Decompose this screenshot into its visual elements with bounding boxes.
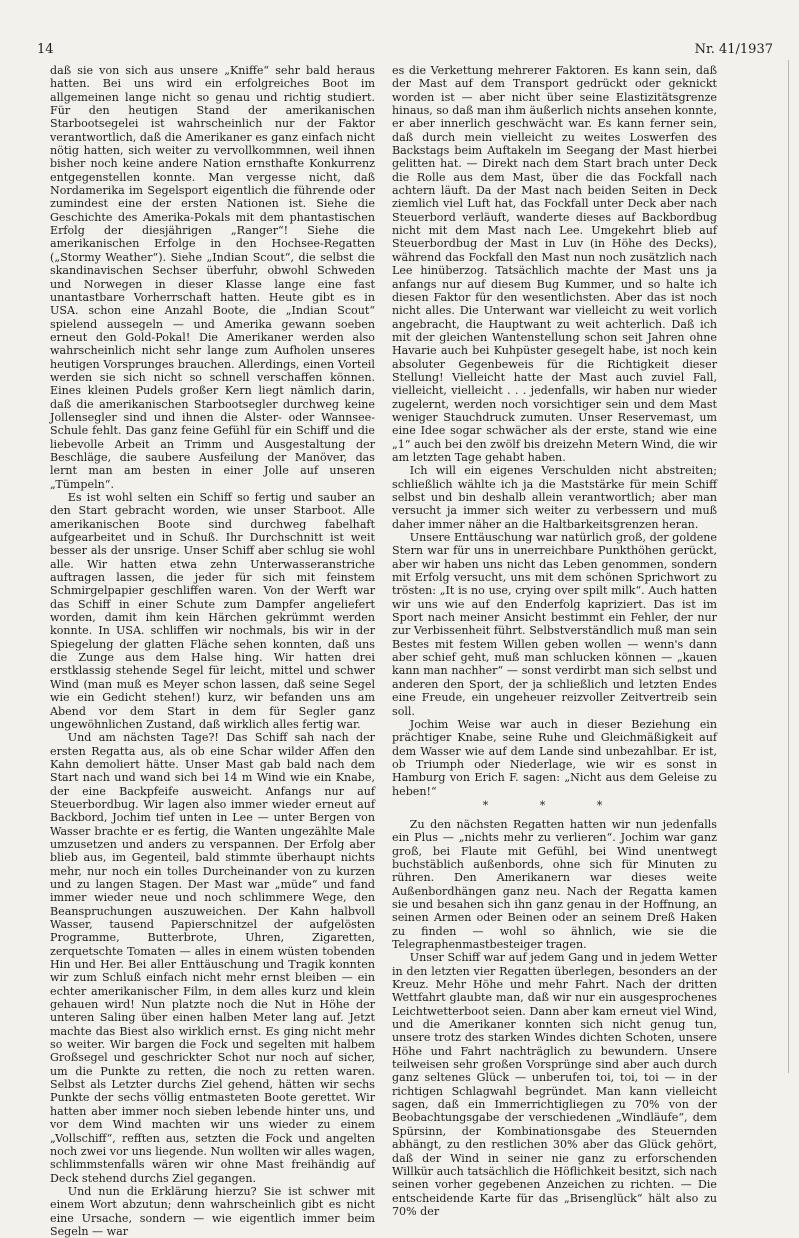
paragraph: Jochim Weise war auch in dieser Beziehung ein prächtiger Knabe, seine Ruhe und Gleichmäßigkeit auf dem Wasser wie auf dem Lande sind unbezahlbar. Er ist, ob Triumph oder Niederlage, wie wir es sonst in Hamburg von Erich F. sagen: „Nicht aus dem Geleise zu heben!“ bbox=[392, 717, 717, 798]
paragraph: Und am nächsten Tage?! Das Schiff sah nach der ersten Regatta aus, als ob eine Schar wilder Affen den Kahn demoliert hätte. Unser Mast gab bald nach dem Start nach und wand sich bei 14 m Wind wie ein Knabe, der eine Backpfeife ausweicht. Anfangs nur auf Steuerbordbug. Wir lagen also immer wieder erneut auf Backbord, Jochim tief unten in Lee — unter Bergen von Wasser brachte er es fertig, die Wanten ungezählte Male umzusetzen und anders zu verspannen. Der Erfolg aber blieb aus, im Gegenteil, bald stimmte überhaupt nichts mehr, nur noch ein tolles Durcheinander von zu kurzen und zu langen Stagen. Der Mast war „müde“ und fand immer wieder neue und noch schlimmere Wege, den Beanspruchungen auszuweichen. Der Kahn halbvoll Wasser, tausend Papierschnitzel der aufgelösten Programme, Butterbrote, Uhren, Zigaretten, zerquetschte Tomaten — alles in einem wüsten tobenden Hin und Her. Bei aller Enttäuschung und Tragik konnten wir zum Schluß einfach nicht mehr ernst bleiben — ein echter amerikanischer Film, in dem alles kurz und klein gehauen wird! Nun platzte noch die Nut in Höhe der unteren Saling über einen halben Meter lang auf. Jetzt machte das Biest also wirklich ernst. Es ging nicht mehr so weiter. Wir bargen die Fock und segelten mit halbem Großsegel und geschrickter Schot nur noch auf sicher, um die Punkte zu retten, die noch zu retten waren. Selbst als Letzter durchs Ziel gehend, hätten wir sechs Punkte der sechs völlig entmasteten Boote gerettet. Wir hatten aber immer noch sieben lebende hinter uns, und vor dem Wind machten wir uns wieder zu einem „Vollschiff“, refften aus, setzten die Fock und angelten noch zwei vor uns liegende. Nun wollten wir alles wagen, schlimmstenfalls wären wir ohne Mast freihändig auf Deck stehend durchs Ziel gegangen. bbox=[50, 731, 375, 1185]
page-edge-shadow bbox=[788, 60, 789, 1073]
paragraph: es die Verkettung mehrerer Faktoren. Es kann sein, daß der Mast auf dem Transport gedrückt oder geknickt worden ist — aber nicht über seine Elastizitätsgrenze hinaus, so daß man ihm äußerlich nichts ansehen konnte, er aber innerlich geschwächt war. Es kann ferner sein, daß durch mein vielleicht zu weites Loswerfen des Backstags beim Auftakeln im Seegang der Mast hierbei gelitten hat. — Direkt nach dem Start brach unter Deck die Rolle aus dem Mast, über die das Fockfall nach achtern läuft. Da der Mast nach beiden Seiten in Deck ziemlich viel Luft hat, das Fockfall unter Deck aber nach Steuerbord verläuft, wanderte dieses auf Backbordbug nicht mit dem Mast nach Lee. Umgekehrt blieb auf Steuerbordbug der Mast in Luv (in Höhe des Decks), während das Fockfall den Mast nun noch zusätzlich nach Lee hinüberzog. Tatsächlich machte der Mast uns ja anfangs nur auf diesem Bug Kummer, und so halte ich diesen Faktor für den wesentlichsten. Aber das ist noch nicht alles. Die Unterwant war vielleicht zu weit vorlich angebracht, die Hauptwant zu weit achterlich. Daß ich mit der gleichen Wantenstellung schon seit Jahren ohne Havarie auch bei Kuhpüster gesegelt habe, ist noch kein absoluter Gegenbeweis für die Richtigkeit dieser Stellung! Vielleicht hatte der Mast auch zuviel Fall, vielleicht, vielleicht . . . jedenfalls, wir haben nur wieder zugelernt, werden noch vorsichtiger sein und dem Mast weniger Stauchdruck zumuten. Unser Reservemast, um eine Idee sogar schwächer als der erste, stand wie eine „1“ auch bei den zwölf bis dreizehn Metern Wind, die wir am letzten Tage gehabt haben. bbox=[392, 64, 717, 464]
paragraph: Unser Schiff war auf jedem Gang und in jedem Wetter in den letzten vier Regatten überlegen, besonders an der Kreuz. Mehr Höhe und mehr Fahrt. Nach der dritten Wettfahrt glaubte man, daß wir nur ein ausgesprochenes Leichtwetterboot seien. Dann aber kam erneut viel Wind, und die Amerikaner konnten sich nicht genug tun, unsere trotz des starken Windes dichten Schoten, unsere Höhe und Fahrt nachträglich zu bewundern. Unsere teilweisen sehr großen Vorsprünge sind aber auch durch ganz seltenes Glück — unberufen toi, toi, toi — in der richtigen Schlagwahl begründet. Man kann vielleicht sagen, daß ein Immerrichtigliegen zu 70% von der Beobachtungsgabe der verschiedenen „Windläufe“, dem Spürsinn, der Kombinationsgabe des Steuernden abhängt, zu den restlichen 30% aber das Glück gehört, daß der Wind in seiner nie ganz zu erforschenden Willkür auch tatsächlich die Höflichkeit besitzt, sich nach seinen vorher gegebenen Anzeichen zu richten. — Die entscheidende Karte für das „Brisenglück“ hält also zu 70% der bbox=[392, 951, 717, 1218]
section-separator: * * * bbox=[482, 798, 627, 812]
left-column bbox=[50, 64, 375, 1238]
paragraph: Es ist wohl selten ein Schiff so fertig und sauber an den Start gebracht worden, wie unser Starboot. Alle amerikanischen Boote sind durchweg fabelhaft aufgearbeitet und in Schuß. Ihr Durchschnitt ist weit besser als der unsrige. Unser Schiff aber schlug sie wohl alle. Wir hatten etwa zehn Unterwasseranstriche auftragen lassen, die jeder für sich mit feinstem Schmirgelpapier geschliffen waren. Von der Werft war das Schiff in einer Schute zum Dampfer angeliefert worden, damit ihm kein Härchen gekrümmt werden konnte. In USA. schliffen wir nochmals, bis wir in der Spiegelung der glatten Fläche sehen konnten, daß uns die Zunge aus dem Halse hing. Wir hatten drei erstklassig stehende Segel für leicht, mittel und schwer Wind (man muß es Meyer schon lassen, daß seine Segel wie ein Gedicht stehen!) kurz, wir befanden uns am Abend vor dem Start in dem für Segler ganz ungewöhnlichen Zustand, daß wirklich alles fertig war. bbox=[50, 491, 375, 731]
page-number: 14 bbox=[37, 42, 54, 57]
paragraph: Zu den nächsten Regatten hatten wir nun jedenfalls ein Plus — „nichts mehr zu verlieren“. Jochim war ganz groß, bei Flaute mit Gefühl, bei Wind unentwegt buchstäblich außenbords, ohne sich für Minuten zu rühren. Den Amerikanern war dieses weite Außenbordhängen ganz neu. Nach der Regatta kamen sie und besahen sich ihn ganz genau in der Hoffnung, an seinen Armen oder Beinen oder an seinem Dreß Haken zu finden — wohl so ähnlich, wie sie die Telegraphenmastbesteiger tragen. bbox=[392, 817, 717, 951]
paragraph: daß sie von sich aus unsere „Kniffe“ sehr bald heraus hatten. Bei uns wird ein erfolgreiches Boot im allgemeinen lange nicht so genau und richtig studiert. Für den heutigen Stand der amerikanischen Starbootsegelei ist wahrscheinlich nur der Faktor verantwortlich, daß die Amerikaner es ganz einfach nicht nötig hatten, sich weiter zu vervollkommnen, weil ihnen bisher noch keine andere Nation ernsthafte Konkurrenz entgegenstellen konnte. Man vergesse nicht, daß Nordamerika im Segelsport eigentlich die führende oder zumindest eine der ersten Nationen ist. Siehe die Geschichte des Amerika-Pokals mit dem phantastischen Erfolg der diesjährigen „Ranger“! Siehe die amerikanischen Erfolge in den Hochsee-Regatten („Stormy Weather“). Siehe „Indian Scout“, die selbst die skandinavischen Sechser überfuhr, obwohl Schweden und Norwegen in dieser Klasse lange eine fast unantastbare Vorherrschaft hatten. Heute gibt es in USA. schon eine Anzahl Boote, die „Indian Scout“ spielend aussegeln — und Amerika gewann soeben erneut den Gold-Pokal! Die Amerikaner werden also wahrscheinlich nicht sehr lange zum Aufholen unseres heutigen Vorsprunges brauchen. Allerdings, einen Vorteil werden sie sich nicht so schnell verschaffen können. Eines kleinen Pudels großer Kern liegt nämlich darin, daß die amerikanischen Starbootsegler durchweg keine Jollensegler sind und ihnen die Alster- oder Wannsee-Schule fehlt. Das ganz feine Gefühl für ein Schiff und die liebevolle Arbeit an Trimm und Ausgestaltung der Beschläge, die saubere Ausfeilung der Manöver, das lernt man am besten in einer Jolle auf unseren „Tümpeln“. bbox=[50, 64, 375, 491]
paragraph: Und nun die Erklärung hierzu? Sie ist schwer mit einem Wort abzutun; denn wahrscheinlich gibt es nicht eine Ursache, sondern — wie eigentlich immer beim Segeln — war bbox=[50, 1184, 375, 1238]
paragraph: Unsere Enttäuschung war natürlich groß, der goldene Stern war für uns in unerreichbare Punkthöhen gerückt, aber wir haben uns nicht das Leben genommen, sondern mit Erfolg versucht, uns mit dem schönen Sprichwort zu trösten: „It is no use, crying over spilt milk“. Auch hatten wir uns wie auf den Enderfolg kapriziert. Das ist im Sport nach meiner Ansicht bestimmt ein Fehler, der nur zur Verbissenheit führt. Selbstverständlich muß man sein Bestes mit festem Willen geben wollen — wenn's dann aber schief geht, muß man schlucken können — „kauen kann man nachher“ — sonst verdirbt man sich selbst und anderen den Sport, der ja schließlich und letzten Endes eine Freude, ein ungeheuer reizvoller Zeitvertreib sein soll. bbox=[392, 531, 717, 718]
page-header bbox=[37, 42, 773, 66]
right-column bbox=[392, 64, 717, 1218]
paragraph: Ich will ein eigenes Verschulden nicht abstreiten; schließlich wählte ich ja die Maststärke für mein Schiff selbst und bin deshalb allein verantwortlich; aber man versucht ja immer sich weiter zu verbessern und muß daher immer näher an die Haltbarkeitsgrenzen heran. bbox=[392, 464, 717, 531]
issue-number: Nr. 41/1937 bbox=[694, 42, 773, 57]
